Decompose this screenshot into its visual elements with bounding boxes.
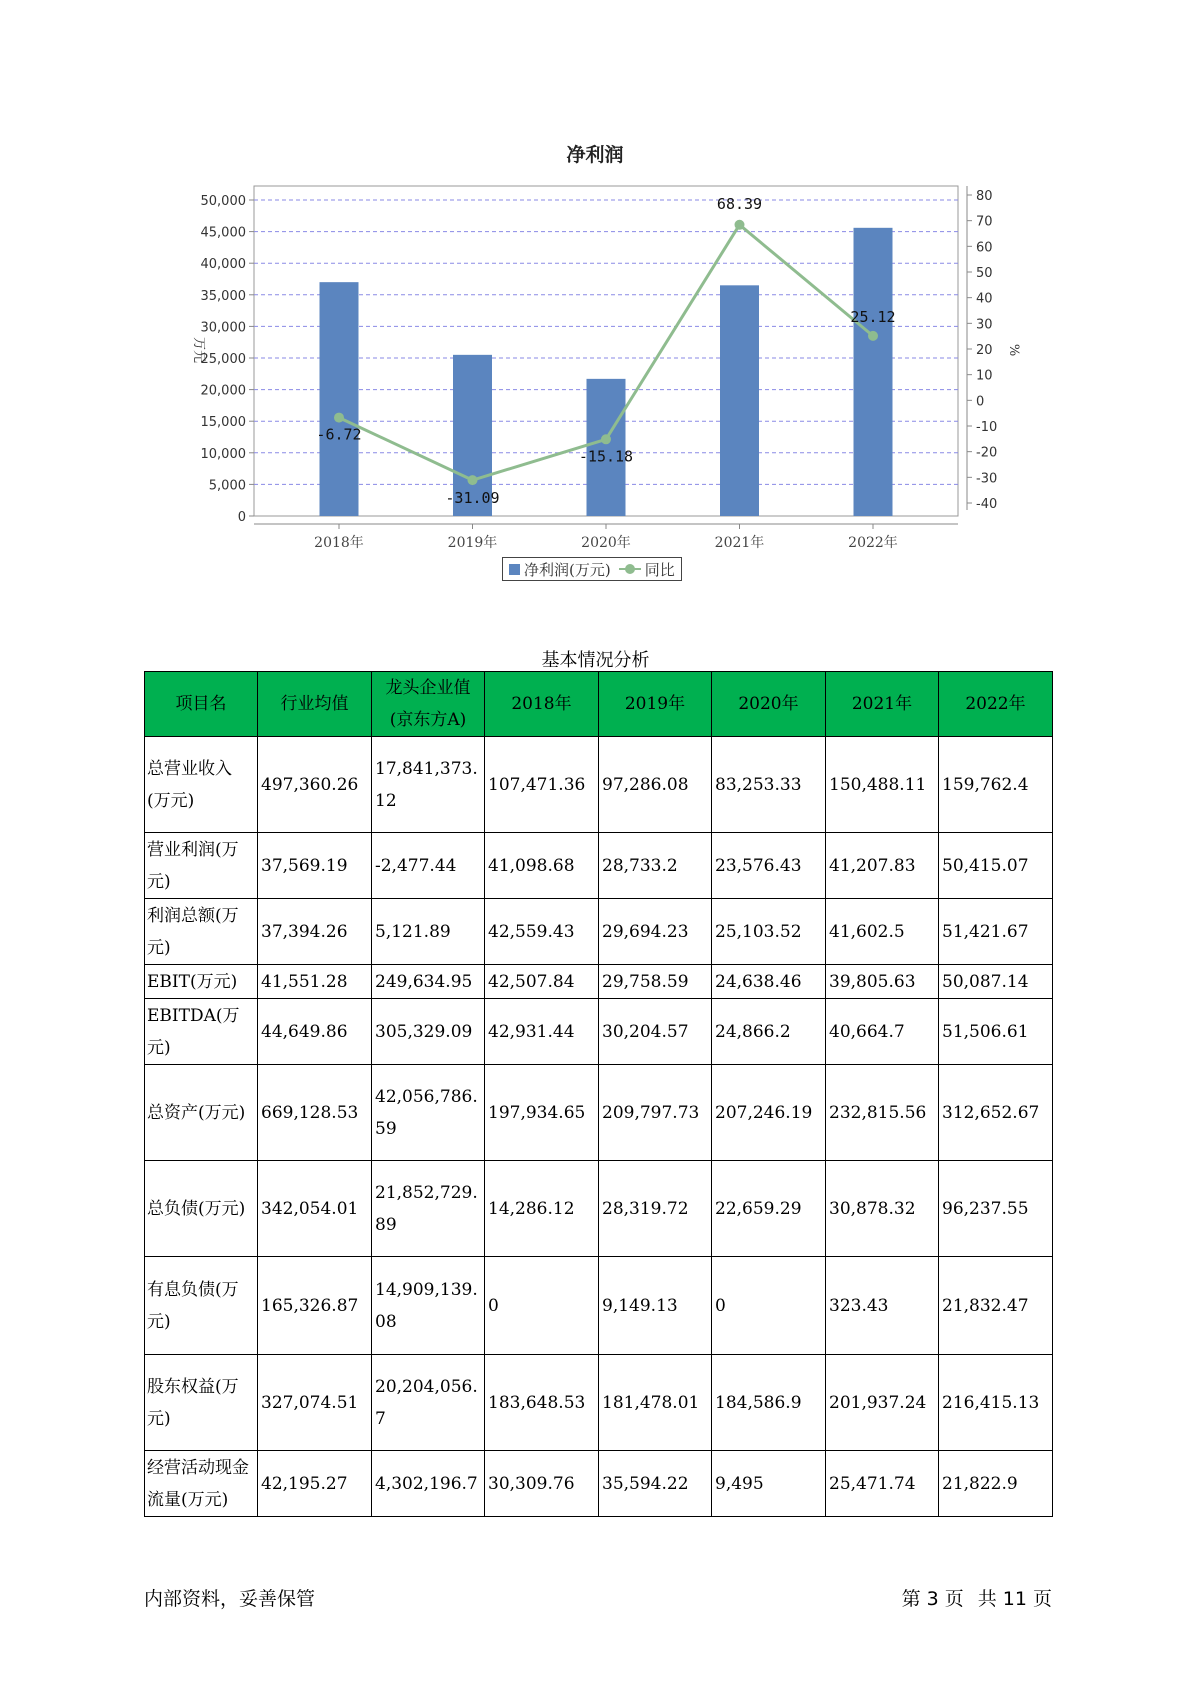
value-cell: 51,506.61	[939, 999, 1053, 1065]
value-cell: 50,087.14	[939, 965, 1053, 999]
header-cell: 2022年	[939, 672, 1053, 737]
header-cell: 2021年	[826, 672, 939, 737]
value-cell: 51,421.67	[939, 899, 1053, 965]
value-cell: 30,309.76	[485, 1451, 599, 1517]
y-tick-label-right: -40	[976, 497, 998, 512]
table-row	[145, 1065, 1053, 1161]
yoy-point	[868, 331, 878, 341]
value-cell: 14,286.12	[485, 1161, 599, 1257]
page-total: 共 11 页	[977, 1588, 1052, 1610]
x-tick-label: 2022年	[848, 535, 898, 551]
value-cell: 30,204.57	[599, 999, 712, 1065]
table-row	[145, 833, 1053, 899]
table-row	[145, 1161, 1053, 1257]
value-cell: 41,602.5	[826, 899, 939, 965]
value-cell: 17,841,373.12	[372, 737, 485, 833]
row-label-cell: 总营业收入(万元)	[145, 737, 258, 833]
row-label-cell: EBITDA(万元)	[145, 999, 258, 1065]
value-cell: 25,471.74	[826, 1451, 939, 1517]
value-cell: 197,934.65	[485, 1065, 599, 1161]
legend-line-label: 同比	[644, 560, 675, 579]
value-cell: 9,495	[712, 1451, 826, 1517]
yoy-point	[334, 413, 344, 423]
table-row	[145, 999, 1053, 1065]
net-profit-chart	[0, 0, 1191, 610]
y-tick-label-right: -30	[976, 471, 998, 487]
yoy-label: -6.72	[316, 425, 362, 444]
y-tick-label-right: 70	[976, 214, 993, 230]
table-row	[145, 965, 1053, 999]
y-tick-label-right: 80	[976, 189, 993, 204]
value-cell: 232,815.56	[826, 1065, 939, 1161]
value-cell: 37,394.26	[258, 899, 372, 965]
bar	[720, 285, 759, 516]
y-tick-label-left: 35,000	[200, 288, 246, 304]
value-cell: 209,797.73	[599, 1065, 712, 1161]
y-tick-label-right: 40	[976, 291, 993, 307]
value-cell: 249,634.95	[372, 965, 485, 999]
value-cell: 50,415.07	[939, 833, 1053, 899]
value-cell: 35,594.22	[599, 1451, 712, 1517]
value-cell: 21,852,729.89	[372, 1161, 485, 1257]
header-cell: 2018年	[485, 672, 599, 737]
value-cell: 5,121.89	[372, 899, 485, 965]
header-cell: 龙头企业值(京东方A)	[372, 672, 485, 737]
y-tick-label-left: 50,000	[200, 194, 246, 209]
y-tick-label-left: 20,000	[200, 383, 246, 399]
table-row	[145, 737, 1053, 833]
value-cell: 41,551.28	[258, 965, 372, 999]
value-cell: 0	[485, 1257, 599, 1355]
page-number: 第 3 页	[901, 1588, 964, 1610]
row-label-cell: 营业利润(万元)	[145, 833, 258, 899]
value-cell: 22,659.29	[712, 1161, 826, 1257]
y-tick-label-right: 30	[976, 317, 993, 333]
value-cell: 107,471.36	[485, 737, 599, 833]
value-cell: 323.43	[826, 1257, 939, 1355]
y-tick-label-left: 40,000	[200, 257, 246, 273]
value-cell: 37,569.19	[258, 833, 372, 899]
value-cell: 207,246.19	[712, 1065, 826, 1161]
y-tick-label-left: 0	[237, 510, 246, 525]
value-cell: 0	[712, 1257, 826, 1355]
table-row	[145, 1355, 1053, 1451]
value-cell: 305,329.09	[372, 999, 485, 1065]
value-cell: 183,648.53	[485, 1355, 599, 1451]
value-cell: 29,694.23	[599, 899, 712, 965]
value-cell: 96,237.55	[939, 1161, 1053, 1257]
value-cell: 165,326.87	[258, 1257, 372, 1355]
y-tick-label-left: 10,000	[200, 446, 246, 462]
value-cell: 28,319.72	[599, 1161, 712, 1257]
value-cell: 44,649.86	[258, 999, 372, 1065]
row-label-cell: 总资产(万元)	[145, 1065, 258, 1161]
value-cell: 42,195.27	[258, 1451, 372, 1517]
value-cell: 30,878.32	[826, 1161, 939, 1257]
x-tick-label: 2020年	[581, 535, 631, 551]
value-cell: 21,822.9	[939, 1451, 1053, 1517]
value-cell: 29,758.59	[599, 965, 712, 999]
table-row	[145, 1257, 1053, 1355]
value-cell: 23,576.43	[712, 833, 826, 899]
table-row	[145, 1451, 1053, 1517]
row-label-cell: 利润总额(万元)	[145, 899, 258, 965]
bar	[854, 228, 893, 516]
yoy-point	[601, 434, 611, 444]
row-label-cell: EBIT(万元)	[145, 965, 258, 999]
value-cell: 97,286.08	[599, 737, 712, 833]
value-cell: 216,415.13	[939, 1355, 1053, 1451]
value-cell: 83,253.33	[712, 737, 826, 833]
legend-line-swatch	[619, 563, 641, 575]
value-cell: 24,638.46	[712, 965, 826, 999]
value-cell: 42,507.84	[485, 965, 599, 999]
value-cell: 184,586.9	[712, 1355, 826, 1451]
header-cell: 2020年	[712, 672, 826, 737]
yoy-label: 25.12	[850, 307, 896, 326]
value-cell: 9,149.13	[599, 1257, 712, 1355]
y-tick-label-right: 60	[976, 240, 993, 256]
table-row	[145, 899, 1053, 965]
y-axis-label-left: 万元	[191, 336, 206, 364]
yoy-point	[468, 475, 478, 485]
legend-bar-label: 净利润(万元)	[524, 560, 611, 579]
value-cell: 312,652.67	[939, 1065, 1053, 1161]
value-cell: 150,488.11	[826, 737, 939, 833]
value-cell: 327,074.51	[258, 1355, 372, 1451]
value-cell: 28,733.2	[599, 833, 712, 899]
value-cell: 201,937.24	[826, 1355, 939, 1451]
row-label-cell: 总负债(万元)	[145, 1161, 258, 1257]
chart-title: 净利润	[566, 144, 624, 166]
value-cell: 40,664.7	[826, 999, 939, 1065]
x-tick-label: 2021年	[714, 535, 765, 551]
y-tick-label-left: 30,000	[200, 320, 246, 336]
y-axis-label-right: %	[1006, 343, 1021, 357]
y-tick-label-right: 10	[976, 368, 993, 384]
row-label-cell: 经营活动现金流量(万元)	[145, 1451, 258, 1517]
legend-bar-swatch	[509, 564, 520, 575]
basic-analysis-table	[144, 671, 1053, 1517]
table-body	[145, 737, 1053, 1517]
value-cell: 24,866.2	[712, 999, 826, 1065]
yoy-label: -31.09	[445, 489, 500, 508]
header-cell: 2019年	[599, 672, 712, 737]
chart-legend	[502, 557, 682, 581]
value-cell: 669,128.53	[258, 1065, 372, 1161]
y-tick-label-left: 15,000	[200, 415, 246, 431]
bar	[320, 282, 359, 516]
value-cell: 25,103.52	[712, 899, 826, 965]
value-cell: 41,098.68	[485, 833, 599, 899]
y-tick-label-right: -10	[976, 420, 998, 435]
x-tick-label: 2018年	[314, 535, 364, 551]
value-cell: 159,762.4	[939, 737, 1053, 833]
value-cell: 21,832.47	[939, 1257, 1053, 1355]
y-tick-label-left: 25,000	[200, 352, 246, 367]
y-tick-label-right: -20	[976, 445, 998, 461]
value-cell: 497,360.26	[258, 737, 372, 833]
value-cell: 41,207.83	[826, 833, 939, 899]
y-tick-label-left: 5,000	[208, 478, 246, 494]
y-tick-label-right: 0	[976, 394, 985, 410]
value-cell: 4,302,196.7	[372, 1451, 485, 1517]
row-label-cell: 有息负债(万元)	[145, 1257, 258, 1355]
value-cell: 181,478.01	[599, 1355, 712, 1451]
value-cell: 42,056,786.59	[372, 1065, 485, 1161]
value-cell: -2,477.44	[372, 833, 485, 899]
value-cell: 39,805.63	[826, 965, 939, 999]
yoy-label: 68.39	[716, 194, 763, 213]
value-cell: 342,054.01	[258, 1161, 372, 1257]
header-cell: 项目名	[145, 672, 258, 737]
value-cell: 42,559.43	[485, 899, 599, 965]
row-label-cell: 股东权益(万元)	[145, 1355, 258, 1451]
yoy-label: -15.18	[578, 447, 634, 466]
value-cell: 20,204,056.7	[372, 1355, 485, 1451]
table-header-row	[145, 672, 1053, 737]
value-cell: 42,931.44	[485, 999, 599, 1065]
x-tick-label: 2019年	[447, 535, 498, 551]
table-title: 基本情况分析	[541, 650, 650, 671]
y-tick-label-right: 50	[976, 266, 993, 281]
y-tick-label-right: 20	[976, 343, 993, 358]
footer-note: 内部资料，妥善保管	[144, 1588, 316, 1610]
yoy-point	[735, 220, 745, 230]
header-cell: 行业均值	[258, 672, 372, 737]
value-cell: 14,909,139.08	[372, 1257, 485, 1355]
page-indicator	[902, 1584, 1052, 1611]
y-tick-label-left: 45,000	[200, 225, 246, 241]
